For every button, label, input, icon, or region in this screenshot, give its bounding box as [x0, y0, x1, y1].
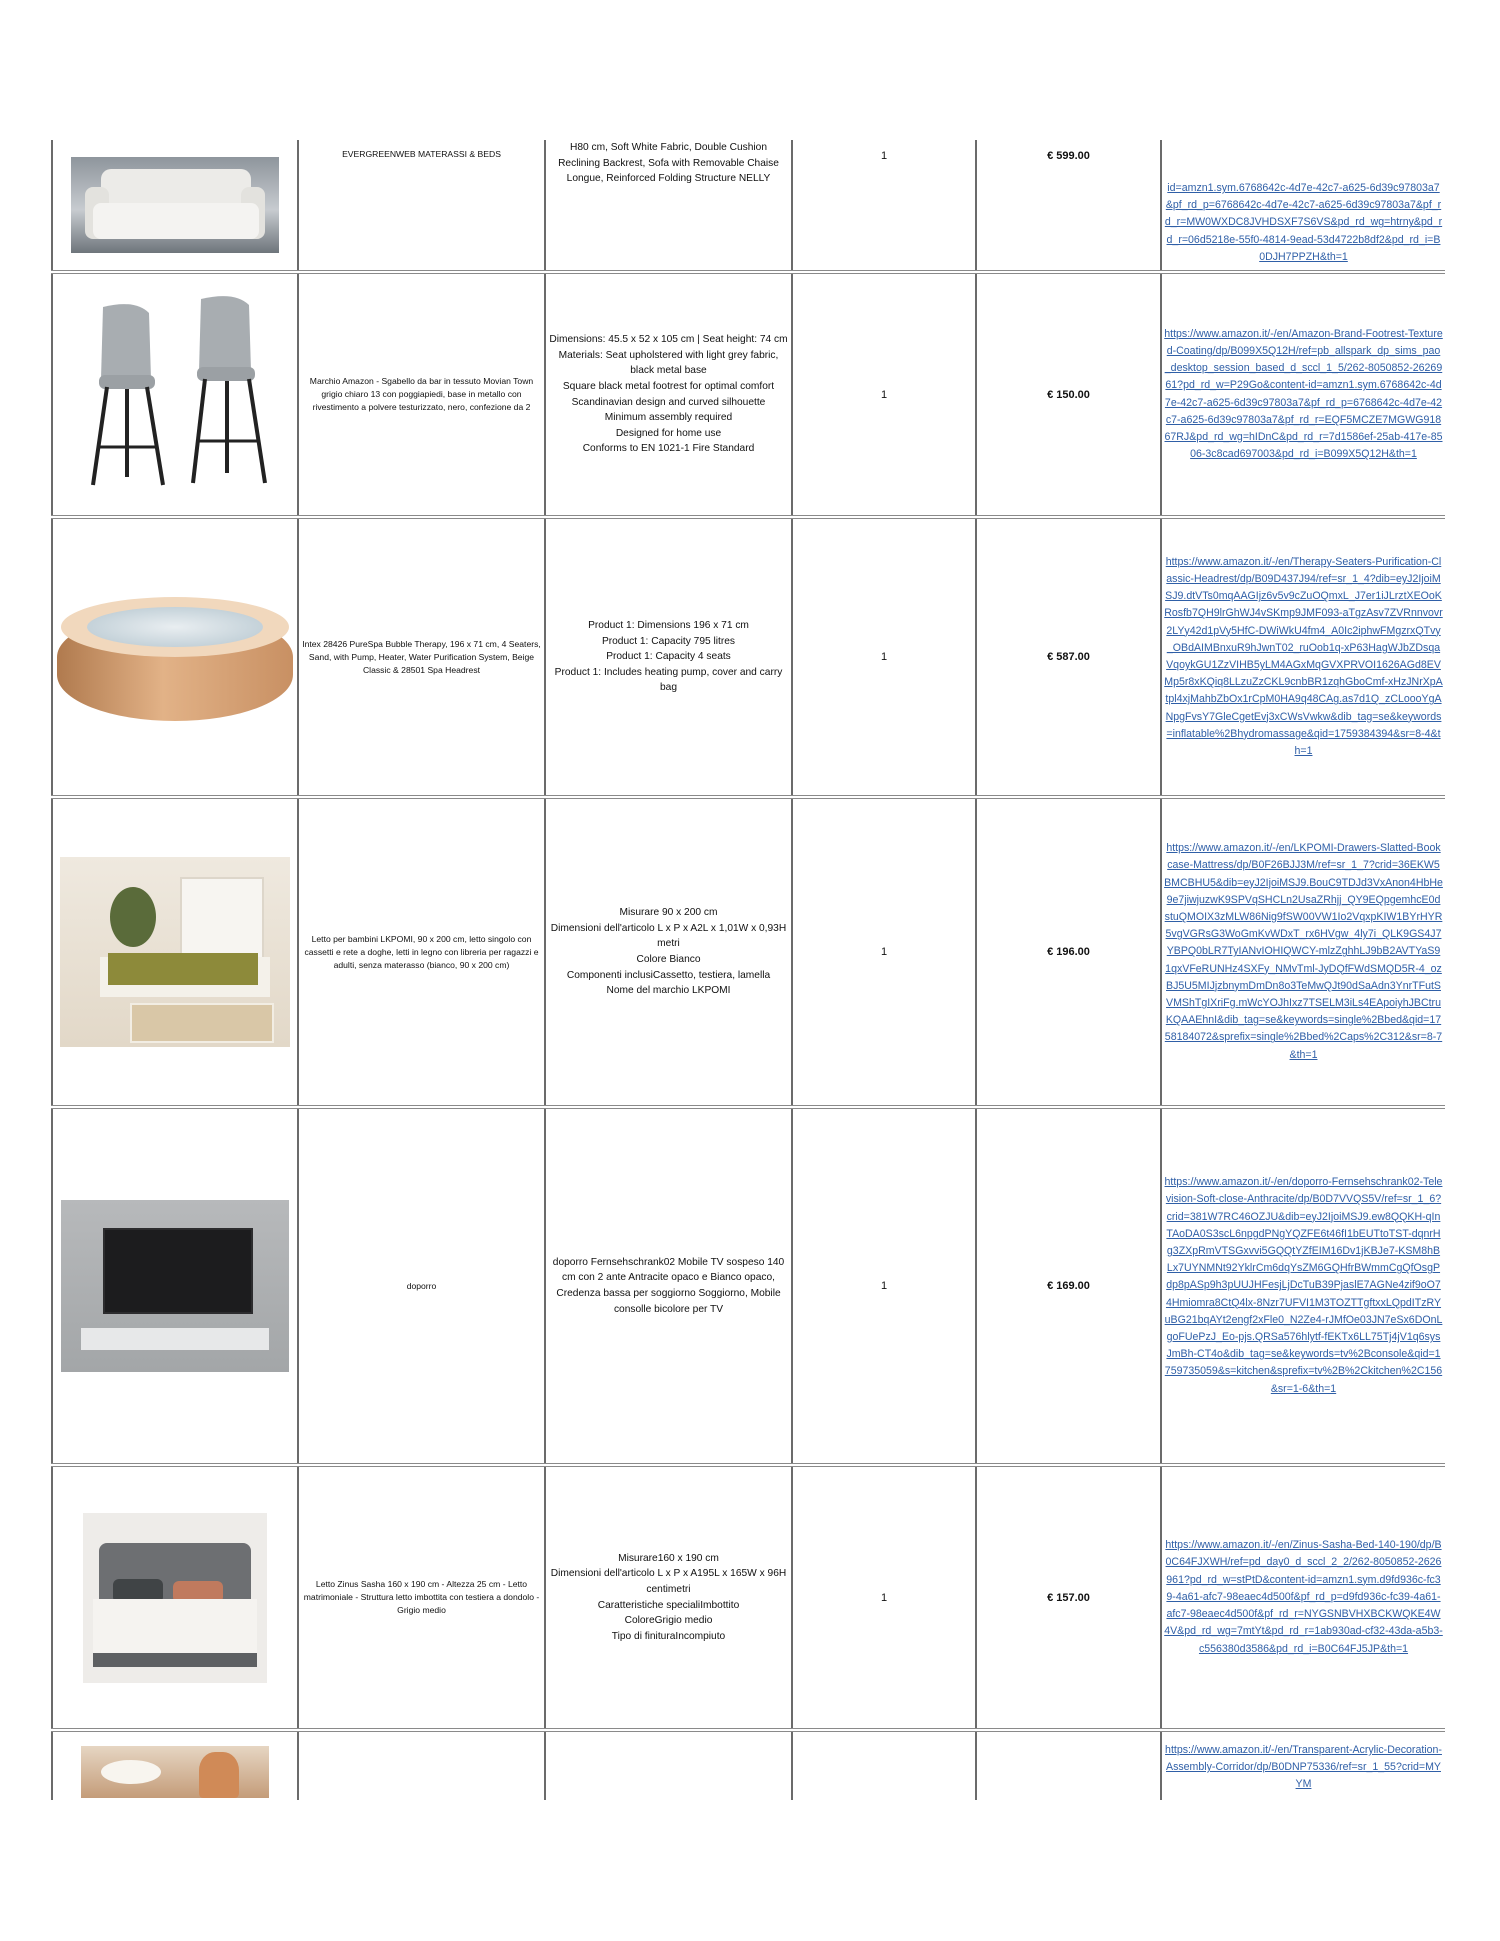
description-line: Conforms to EN 1021-1 Fire Standard	[582, 443, 755, 455]
table-row	[52, 1465, 1445, 1730]
description-line: ColoreGrigio medio	[624, 1615, 713, 1627]
table-row	[52, 140, 1445, 272]
product-link[interactable]: https://www.amazon.it/-/en/Zinus-Sasha-Bed-140-190/dp/B0C64FJXWH/ref=pd_day0_d_sccl_2_2/262-8050852-2626961?pd_rd_w=stPtD&content-id=amzn1.sym.d9fd936c-fc39-4a61-afc7-98eaec4d500f&pf_rd_p=d9fd936c-fc39-4a61-afc7-98eaec4d500f&pf_rd_r=NYGSNBVHXBCKWQKE4W4V&pd_rd_wg=7mtYt&pd_rd_r=1ab930ad-cf32-43da-a5b3-c556380d3586&pd_rd_i=B0C64FJ5JP&th=1	[1161, 1465, 1445, 1730]
description-line: Scandinavian design and curved silhouette	[571, 396, 766, 408]
price: € 599.00	[976, 140, 1161, 272]
product-description	[545, 272, 792, 517]
quantity	[792, 1730, 976, 1800]
sofa-bed-image	[71, 157, 279, 253]
product-link[interactable]: https://www.amazon.it/-/en/Transparent-Acrylic-Decoration-Assembly-Corridor/dp/B0DNP75336/ref=sr_1_55?crid=MYYM	[1161, 1730, 1445, 1800]
product-description	[545, 797, 792, 1107]
product-description	[545, 1465, 792, 1730]
description-line: Tipo di finituraIncompiuto	[611, 1630, 726, 1642]
description-line: Designed for home use	[615, 427, 722, 439]
price	[976, 1730, 1161, 1800]
product-image-cell	[52, 1465, 298, 1730]
table-row	[52, 1107, 1445, 1465]
description-line: Nome del marchio LKPOMI	[606, 985, 731, 997]
price: € 196.00	[976, 797, 1161, 1107]
description-line: Dimensioni dell'articolo L x P x A2L x 1,01W x 0,93H metri	[550, 922, 787, 950]
product-name	[298, 1730, 545, 1800]
product-name: Letto Zinus Sasha 160 x 190 cm - Altezza 25 cm - Letto matrimoniale - Struttura letto imbottita con testiera a dondolo - Grigio medio	[298, 1465, 545, 1730]
acrylic-decoration-image	[81, 1746, 269, 1798]
table-row	[52, 517, 1445, 797]
quantity: 1	[792, 517, 976, 797]
hot-tub-image	[53, 581, 297, 733]
product-name: EVERGREENWEB MATERASSI & BEDS	[298, 140, 545, 272]
description-line: Dimensioni dell'articolo L x P x A195L x 165W x 96H centimetri	[550, 1568, 787, 1595]
description-line: Caratteristiche specialiImbottito	[597, 1599, 740, 1611]
product-name: doporro	[298, 1107, 545, 1465]
description-line: Materials: Seat upholstered with light grey fabric, black metal base	[558, 349, 779, 377]
quantity: 1	[792, 1107, 976, 1465]
description-line: Misurare160 x 190 cm	[618, 1552, 719, 1564]
product-name: Intex 28426 PureSpa Bubble Therapy, 196 x 71 cm, 4 Seaters, Sand, with Pump, Heater, Water Purification System, Beige Classic & 28501 Spa Headrest	[298, 517, 545, 797]
kids-bed-image	[60, 857, 290, 1047]
product-image-cell	[52, 797, 298, 1107]
quantity: 1	[792, 797, 976, 1107]
description-line: Product 1: Includes heating pump, cover and carry bag	[554, 666, 783, 694]
product-link[interactable]: id=amzn1.sym.6768642c-4d7e-42c7-a625-6d39c97803a7&pf_rd_p=6768642c-4d7e-42c7-a625-6d39c97803a7&pf_rd_r=MW0WXDC8JVHDSXF7S6VS&pd_rd_wg=htrny&pd_rd_r=06d5218e-55f0-4814-9ead-53d4722b8df2&pd_rd_i=B0DJH7PPZH&th=1	[1161, 140, 1445, 272]
spreadsheet-page	[51, 140, 1445, 1800]
description-line: H80 cm, Soft White Fabric, Double Cushion Reclining Backrest, Sofa with Removable Chaise Longue, Reinforced Folding Structure NELLY	[558, 142, 779, 185]
price: € 150.00	[976, 272, 1161, 517]
upholstered-bed-image	[83, 1513, 267, 1683]
quantity: 1	[792, 140, 976, 272]
description-line: Colore Bianco	[636, 954, 701, 965]
tv-cabinet-image	[61, 1200, 289, 1372]
product-image-cell	[52, 272, 298, 517]
quantity: 1	[792, 272, 976, 517]
product-image-cell	[52, 140, 298, 272]
description-line: Product 1: Capacity 795 litres	[601, 635, 736, 647]
product-description	[545, 1730, 792, 1800]
table-row	[52, 1730, 1445, 1800]
price: € 157.00	[976, 1465, 1161, 1730]
product-link[interactable]: https://www.amazon.it/-/en/LKPOMI-Drawers-Slatted-Bookcase-Mattress/dp/B0F26BJJ3M/ref=sr_1_7?crid=36EKW5BMCBHU5&dib=eyJ2IjoiMSJ9.BouC9TDJd3VxAnon4HbHe9e7jiwjuzwK9SPVqSHCLn2UsaZRhjj_QY9EQpgemhcE0dstuQMOIX3zMLW86Nig9fSW00VW1Io2VqxpKIW1BYrHYR5vgVGRsG3WoGmKvWDxT_rx6HVgw_4ly7i_QLK9GS4J7YBPQ0bLR7TyIANvIOHIQWCY-mlzZghhLJ9bB2AVTYaS91qxVFeRUNHz4SXFy_NMvTml-JyDQfFWdSMQD5R-4_ozBJ5U5MIJjzbnymDmDn8o3TeMwQJt90dSaAdn3YnrTFutSVMShTgIXriFg.mWcYOJhIxz7TSELM3iLs4EApoiyhJBCtruKQAAEhnI&dib_tag=se&keywords=single%2Bbed&qid=1758184072&sprefix=single%2Bbed%2Caps%2C312&sr=8-7&th=1	[1161, 797, 1445, 1107]
product-description	[545, 517, 792, 797]
description-line: Minimum assembly required	[604, 412, 733, 424]
product-image-cell	[52, 517, 298, 797]
quantity: 1	[792, 1465, 976, 1730]
price: € 169.00	[976, 1107, 1161, 1465]
bar-stools-image	[65, 287, 285, 497]
table-row	[52, 272, 1445, 517]
description-line: Product 1: Capacity 4 seats	[606, 651, 731, 663]
description-line: doporro Fernsehschrank02 Mobile TV sospeso 140 cm con 2 ante Antracite opaco e Bianco opaco, Credenza bassa per soggiorno Soggiorno, Mobile consolle bicolore per TV	[552, 1256, 785, 1315]
description-line: Componenti inclusiCassetto, testiera, lamella	[566, 969, 771, 981]
product-link[interactable]: https://www.amazon.it/-/en/Therapy-Seaters-Purification-Classic-Headrest/dp/B09D437J94/ref=sr_1_4?dib=eyJ2IjoiMSJ9.dtVTs0mqAAGIjz6v5v9cZuOQmxL_J7er1iJLrztXEOoKRosfb7QH9lrGhWJ4vSKmp9JMF093-aTgzAsv7ZVRnnvovr2LYy42d1pVy5HfC-DWiWkU4fm4_A0Ic2iphwFMgzrxQTvy_OBdAIMBnxuR9hJwnT02_ruOob1q-xP63HagWJbZDsqaVqoykGU1ZzVIHB5yLM4AGxMqGVXPRVOI1626AGd8EVMp5r8xKQiq8LLzuZzCKL9cnbBR1zqhGboCmf-xHzJNrXpAtpl4xjMahbZbOx1rCpM0HA9q48CAg.as7d1Q_zCLoooYgANpgFvsY7GleCgetEvj3xCWsVwkw&dib_tag=se&keywords=inflatable%2Bhydromassage&qid=1759384394&sr=8-4&th=1	[1161, 517, 1445, 797]
description-line: Misurare 90 x 200 cm	[619, 907, 718, 919]
product-name: Letto per bambini LKPOMI, 90 x 200 cm, letto singolo con cassetti e rete a doghe, letti in legno con libreria per ragazzi e adulti, senza materasso (bianco, 90 x 200 cm)	[298, 797, 545, 1107]
description-line: Square black metal footrest for optimal comfort	[562, 380, 775, 392]
product-table	[51, 140, 1445, 1800]
product-image-cell	[52, 1107, 298, 1465]
product-name: Marchio Amazon - Sgabello da bar in tessuto Movian Town grigio chiaro 13 con poggiapiedi, base in metallo con rivestimento a polvere testurizzato, nero, confezione da 2	[298, 272, 545, 517]
description-line: Dimensions: 45.5 x 52 x 105 cm | Seat height: 74 cm	[549, 334, 788, 346]
product-description	[545, 1107, 792, 1465]
price: € 587.00	[976, 517, 1161, 797]
description-line: Product 1: Dimensions 196 x 71 cm	[588, 620, 749, 632]
product-description	[545, 140, 792, 272]
product-image-cell	[52, 1730, 298, 1800]
table-row	[52, 797, 1445, 1107]
product-link[interactable]: https://www.amazon.it/-/en/doporro-Fernsehschrank02-Television-Soft-close-Anthracite/dp/B0D7VVQS5V/ref=sr_1_6?crid=381W7RC46OZJU&dib=eyJ2IjoiMSJ9.ew8QQKH-qInTAoDA0S3scL6npgdPNgYQZFE6t46fI1bEUTtoTST-dqnrHg3ZXpRmVTSGxvvi5GQQtYZfEIM16Dv1jKBJe7-KSM8hBLx7UYNMNt92YklrCm6dqYsZM6GQHfrBWmmCgQfOsgPdp8pASp9h3pUUJHFesjLjDcTuB39PjaslE7AGNe4zif9oO74Hmiomra8CtQ4lx-8Nzr7UFVI1M3TOZTTgftxxLQpdITzRYuBG21bqAYt2engf2xFle0_N2Ze4-rJMfOe03JN7eSx6DOnLgoFUePzJ_Eo-pjs.QRSa576hlytf-fEKTx6LL75Tj4jV1q6sysJmBh-CT4o&dib_tag=se&keywords=tv%2Bconsole&qid=1759735059&s=kitchen&sprefix=tv%2B%2Ckitchen%2C156&sr=1-6&th=1	[1161, 1107, 1445, 1465]
product-link[interactable]: https://www.amazon.it/-/en/Amazon-Brand-Footrest-Textured-Coating/dp/B099X5Q12H/ref=pb_allspark_dp_sims_pao_desktop_session_based_d_sccl_1_5/262-8050852-2626961?pd_rd_w=P29Go&content-id=amzn1.sym.6768642c-4d7e-42c7-a625-6d39c97803a7&pf_rd_p=6768642c-4d7e-42c7-a625-6d39c97803a7&pf_rd_r=EQF5MCZE7MGWG91867RJ&pd_rd_wg=hIDnC&pd_rd_r=7d1586ef-25ab-417e-8506-3c8cad697003&pd_rd_i=B099X5Q12H&th=1	[1161, 272, 1445, 517]
